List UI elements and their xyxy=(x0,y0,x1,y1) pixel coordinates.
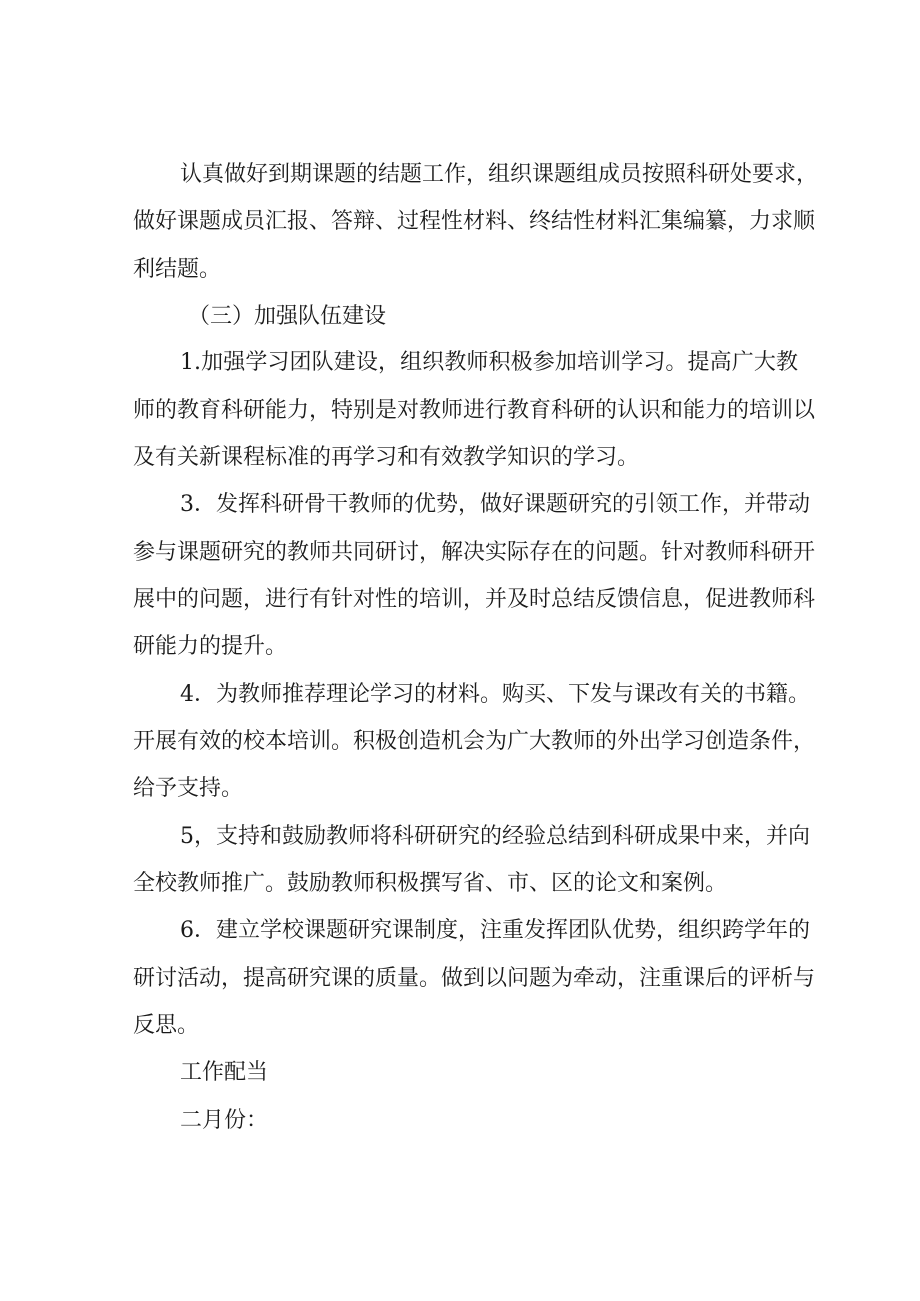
paragraph-line: 师的教育科研能力，特别是对教师进行教育科研的认识和能力的培训以 xyxy=(133,398,816,423)
paragraph-line: 参与课题研究的教师共同研讨，解决实际存在的问题。针对教师科研开 xyxy=(133,540,816,565)
paragraph-line: 开展有效的校本培训。积极创造机会为广大教师的外出学习创造条件， xyxy=(133,729,816,754)
paragraph-line: 1.加强学习团队建设，组织教师积极参加培训学习。提高广大教 xyxy=(180,350,798,375)
paragraph-line: 认真做好到期课题的结题工作，组织课题组成员按照科研处要求， xyxy=(180,162,819,187)
paragraph-line: 及有关新课程标准的再学习和有效教学知识的学习。 xyxy=(133,445,640,470)
paragraph-line: 3．发挥科研骨干教师的优势，做好课题研究的引领工作，并带动 xyxy=(180,492,810,517)
paragraph-line: 5，支持和鼓励教师将科研研究的经验总结到科研成果中来，并向 xyxy=(180,824,810,849)
paragraph-line: 研讨活动，提高研究课的质量。做到以问题为牵动，注重课后的评析与 xyxy=(133,966,816,991)
section-title: 工作配当 xyxy=(180,1060,269,1085)
paragraph-line: 利结题。 xyxy=(133,257,222,282)
month-label: 二月份： xyxy=(180,1108,269,1133)
paragraph-line: 展中的问题，进行有针对性的培训，并及时总结反馈信息，促进教师科 xyxy=(133,587,816,612)
paragraph-line: 研能力的提升。 xyxy=(133,634,288,659)
section-heading: （三）加强队伍建设 xyxy=(188,304,387,329)
paragraph-line: 做好课题成员汇报、答辩、过程性材料、终结性材料汇集编纂，力求顺 xyxy=(133,209,816,234)
paragraph-line: 反思。 xyxy=(133,1013,200,1038)
paragraph-line: 给予支持。 xyxy=(133,776,244,801)
paragraph-line: 4．为教师推荐理论学习的材料。购买、下发与课改有关的书籍。 xyxy=(180,682,810,707)
paragraph-line: 6．建立学校课题研究课制度，注重发挥团队优势，组织跨学年的 xyxy=(180,918,810,943)
paragraph-line: 全校教师推广。鼓励教师积极撰写省、市、区的论文和案例。 xyxy=(133,871,728,896)
